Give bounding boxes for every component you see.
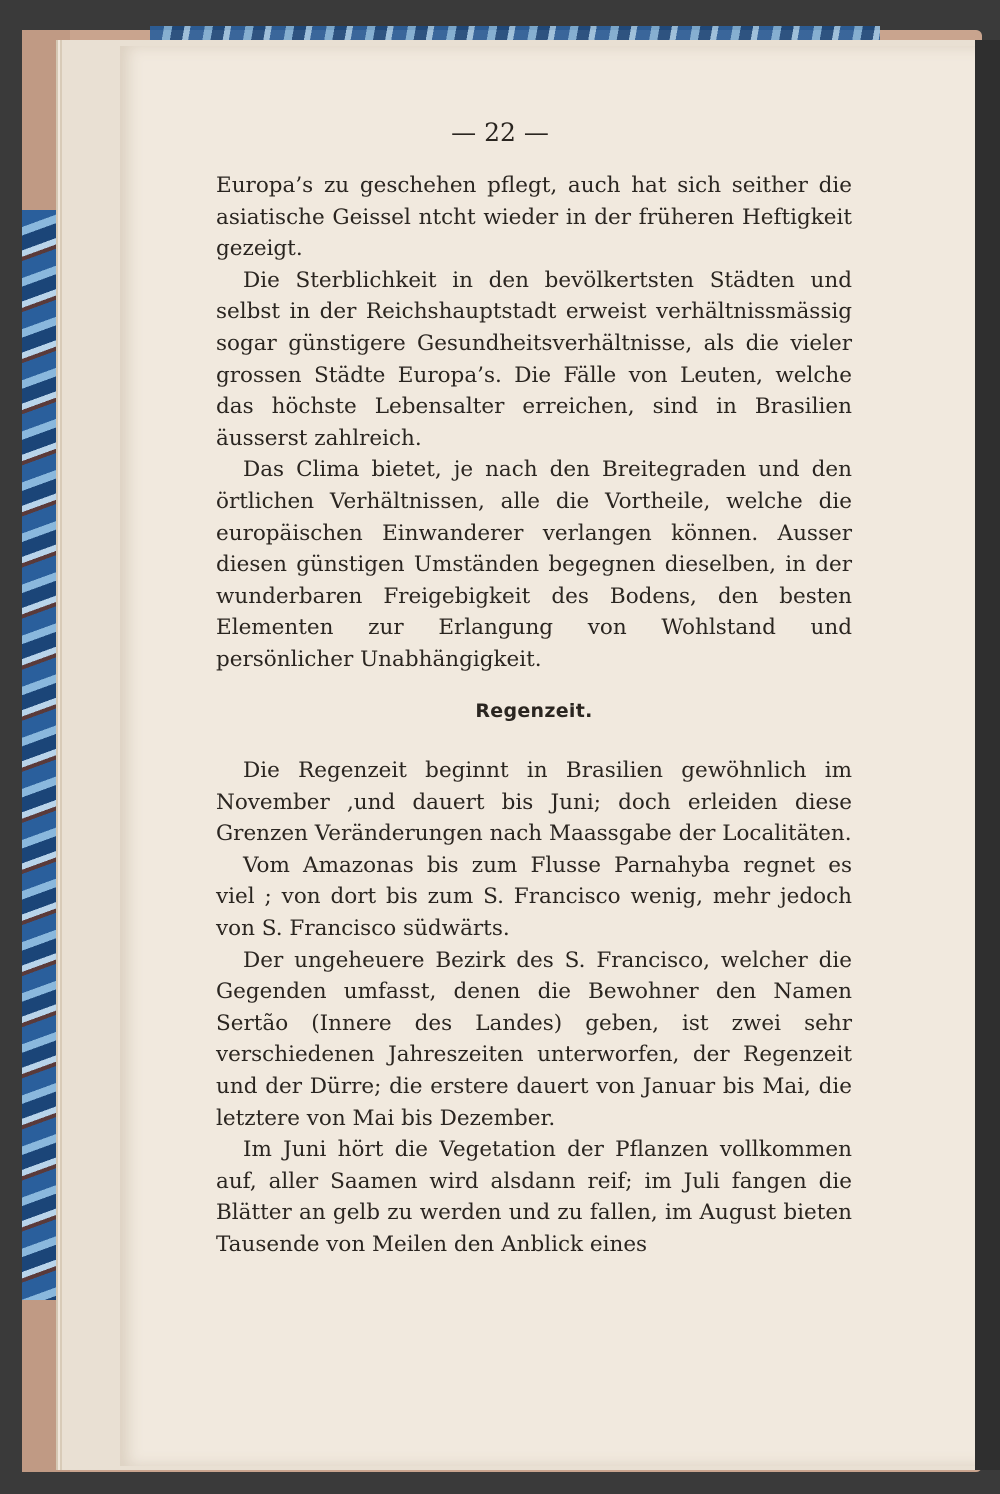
paragraph: Die Regenzeit beginnt in Brasilien gewöhnlich im November ,und dauert bis Juni; doch erleiden diese Grenzen Veränderungen nach Maassgabe der Localitäten. — [216, 758, 852, 847]
paragraph: Das Clima bietet, je nach den Breitegraden und den örtlichen Verhältnissen, alle die Vortheile, welche die europäischen Einwanderer verlangen können. Ausser diesen günstigen Umständen begegnen dieselben, in der wunderbaren Freigebigkeit des Bodens, den besten Elementen zur Erlangung von Wohlstand und persönlicher Unabhängigkeit. — [216, 457, 852, 672]
paragraph: Europa’s zu geschehen pflegt, auch hat sich seither die asiatische Geissel ntcht wieder in der früheren Heftigkeit gezeigt. — [216, 173, 852, 262]
paragraph: Der ungeheuere Bezirk des S. Francisco, welcher die Gegenden umfasst, denen die Bewohner den Namen Sertão (Innere des Landes) geben, ist zwei sehr verschiedenen Jahreszeiten unterworfen, der Regenzeit und der Dürre; die erstere dauert von Januar bis Mai, die letztere von Mai bis Dezember. — [216, 947, 852, 1131]
page-number: — 22 — — [451, 118, 549, 147]
marbled-edge-left — [22, 210, 62, 1310]
paragraph: Die Sterblichkeit in den bevölkertsten Städten und selbst in der Reichshauptstadt erweist verhältnissmässig sogar günstigere Gesundheitsverhältnisse, als die vieler grossen Städte Europa’s. Die Fälle von Leuten, welche das höchste Lebensalter erreichen, sind in Brasilien äusserst zahlreich. — [216, 267, 852, 451]
paragraph: Im Juni hört die Vegetation der Pflanzen vollkommen auf, aller Saamen wird alsdann reif; im Juli fangen die Blätter an gelb zu werden und zu fallen, im August bieten Tausende von Meilen den Anblick eines — [216, 1137, 852, 1257]
paragraph: Vom Amazonas bis zum Flusse Parnahyba regnet es viel ; von dort bis zum S. Francisco wenig, mehr jedoch von S. Francisco südwärts. — [216, 852, 852, 942]
background-edge — [975, 40, 1000, 1470]
section-heading: Regenzeit. — [475, 699, 593, 722]
text-block — [216, 170, 852, 1261]
